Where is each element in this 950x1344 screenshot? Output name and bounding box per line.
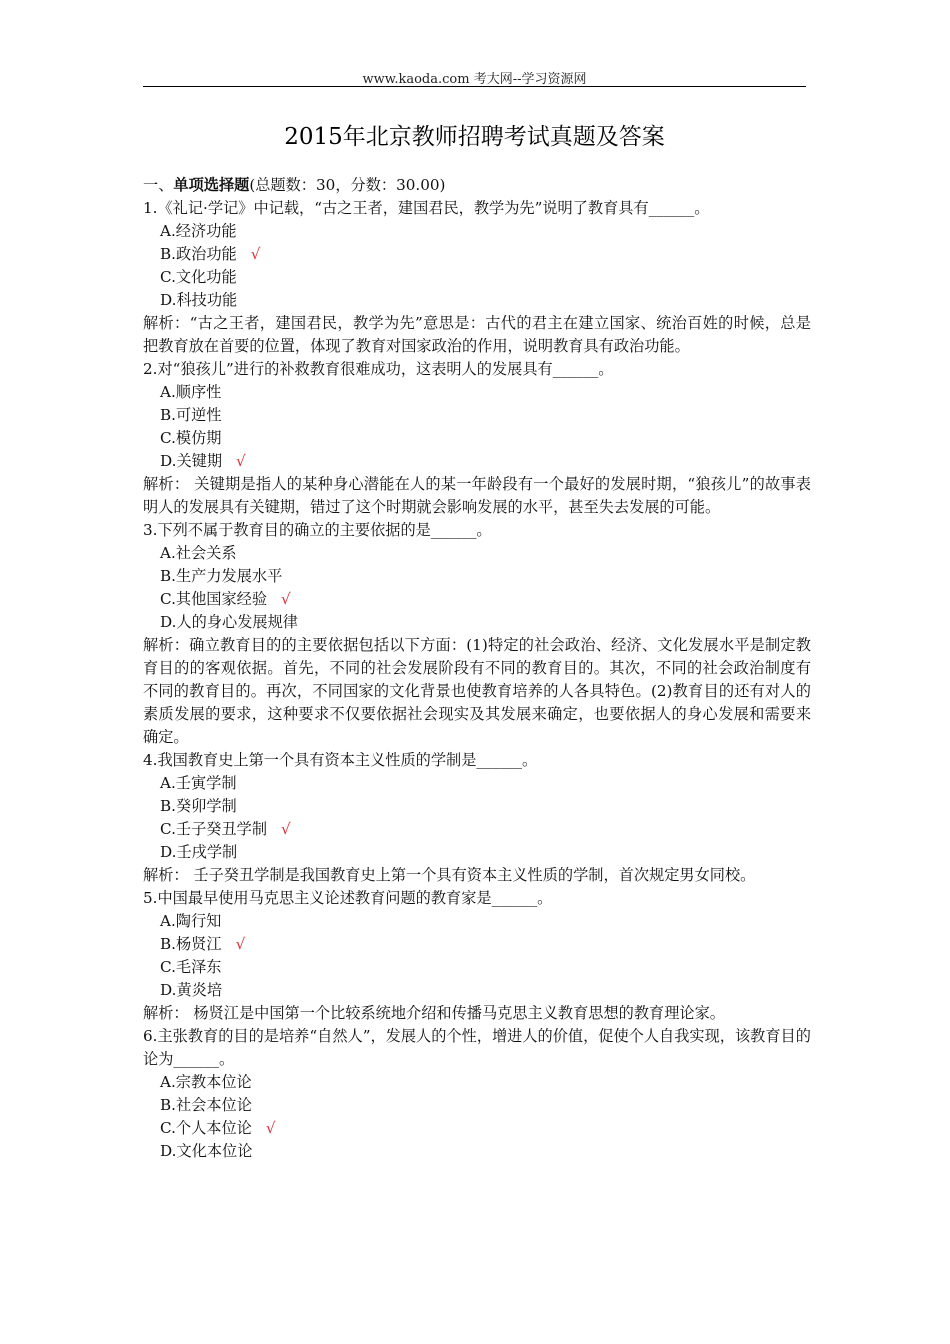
section-meta: (总题数：30，分数：30.00) — [249, 176, 446, 194]
question-text: 4.我国教育史上第一个具有资本主义性质的学制是______。 — [143, 751, 538, 769]
answer-option — [143, 1094, 811, 1117]
answer-option — [143, 818, 811, 841]
answer-option — [143, 933, 811, 956]
answer-option-label: C.个人本位论 — [160, 1119, 252, 1137]
answer-option — [143, 427, 811, 450]
answer-option — [143, 956, 811, 979]
question-text: 6.主张教育的目的是培养“自然人”，发展人的个性，增进人的价值，促使个人自我实现，该教育目的论为______。 — [143, 1027, 811, 1068]
correct-check-icon: √ — [250, 245, 261, 263]
question-text: 3.下列不属于教育目的确立的主要依据的是______。 — [143, 521, 492, 539]
answer-option — [143, 266, 811, 289]
question-item — [143, 887, 811, 1025]
answer-option-label: C.模仿期 — [160, 429, 222, 447]
header-divider — [143, 86, 806, 87]
answer-option-label: B.癸卯学制 — [160, 797, 237, 815]
answer-option-label: B.可逆性 — [160, 406, 222, 424]
section-name: 单项选择题 — [173, 176, 250, 194]
answer-option — [143, 220, 811, 243]
answer-option-label: A.经济功能 — [160, 222, 237, 240]
answer-option-label: B.生产力发展水平 — [160, 567, 283, 585]
answer-option-label: B.杨贤江 — [160, 935, 222, 953]
answer-option — [143, 588, 811, 611]
correct-check-icon: √ — [235, 935, 246, 953]
question-text: 1.《礼记·学记》中记载，“古之王者，建国君民，教学为先”说明了教育具有______。 — [143, 199, 710, 217]
question-item — [143, 519, 811, 749]
question-list — [143, 197, 811, 1163]
answer-option-label: A.陶行知 — [160, 912, 222, 930]
answer-option-label: B.社会本位论 — [160, 1096, 252, 1114]
answer-option — [143, 381, 811, 404]
question-item — [143, 197, 811, 358]
page-header: www.kaoda.com 考大网--学习资源网 — [362, 72, 587, 87]
question-item — [143, 1025, 811, 1163]
answer-option — [143, 450, 811, 473]
answer-analysis: 解析： 杨贤江是中国第一个比较系统地介绍和传播马克思主义教育思想的教育理论家。 — [143, 1004, 725, 1022]
correct-check-icon: √ — [281, 820, 291, 838]
answer-analysis: 解析： 关键期是指人的某种身心潜能在人的某一年龄段有一个最好的发展时期，“狼孩儿”的故事表明人的发展具有关键期，错过了这个时期就会影响发展的水平，甚至失去发展的可能。 — [143, 475, 811, 516]
correct-check-icon: √ — [281, 590, 291, 608]
answer-option-label: A.壬寅学制 — [160, 774, 237, 792]
answer-option-label: A.宗教本位论 — [160, 1073, 252, 1091]
answer-option-label: D.人的身心发展规律 — [160, 613, 298, 631]
answer-analysis: 解析： 壬子癸丑学制是我国教育史上第一个具有资本主义性质的学制，首次规定男女同校。 — [143, 866, 756, 884]
answer-option-label: C.其他国家经验 — [160, 590, 268, 608]
answer-option — [143, 1140, 811, 1163]
answer-option-label: D.黄炎培 — [160, 981, 223, 999]
answer-option-label: D.文化本位论 — [160, 1142, 253, 1160]
question-item — [143, 749, 811, 887]
answer-option-label: C.壬子癸丑学制 — [160, 820, 268, 838]
document-title: 2015年北京教师招聘考试真题及答案 — [284, 124, 665, 150]
section-heading — [143, 174, 811, 197]
answer-option — [143, 542, 811, 565]
answer-option — [143, 795, 811, 818]
answer-option — [143, 979, 811, 1002]
question-text: 2.对“狼孩儿”进行的补救教育很难成功，这表明人的发展具有______。 — [143, 360, 614, 378]
answer-option-label: D.科技功能 — [160, 291, 238, 309]
answer-option-label: A.顺序性 — [160, 383, 222, 401]
answer-option — [143, 243, 811, 266]
answer-option — [143, 611, 811, 634]
answer-option — [143, 910, 811, 933]
answer-option-label: C.文化功能 — [160, 268, 237, 286]
answer-option — [143, 772, 811, 795]
answer-option — [143, 1117, 811, 1140]
answer-option — [143, 841, 811, 864]
question-item — [143, 358, 811, 519]
document-body — [143, 174, 811, 1163]
question-text: 5.中国最早使用马克思主义论述教育问题的教育家是______。 — [143, 889, 553, 907]
answer-option-label: D.关键期 — [160, 452, 223, 470]
answer-option-label: D.壬戌学制 — [160, 843, 238, 861]
answer-option-label: C.毛泽东 — [160, 958, 222, 976]
answer-option-label: A.社会关系 — [160, 544, 237, 562]
correct-check-icon: √ — [265, 1119, 276, 1137]
answer-option-label: B.政治功能 — [160, 245, 237, 263]
answer-analysis: 解析：确立教育目的的主要依据包括以下方面：(1)特定的社会政治、经济、文化发展水平是制定教育目的的客观依据。首先，不同的社会发展阶段有不同的教育目的。其次，不同的社会政治制度有不同的教育目的。再次，不同国家的文化背景也使教育培养的人各具特色。(2)教育目的还有对人的素质发展的要求，这种要求不仅要依据社会现实及其发展来确定，也要依据人的身心发展和需要来确定。 — [143, 636, 811, 746]
answer-analysis: 解析：“古之王者，建国君民，教学为先”意思是：古代的君主在建立国家、统治百姓的时候，总是把教育放在首要的位置，体现了教育对国家政治的作用，说明教育具有政治功能。 — [143, 314, 811, 355]
answer-option — [143, 404, 811, 427]
answer-option — [143, 1071, 811, 1094]
answer-option — [143, 565, 811, 588]
answer-option — [143, 289, 811, 312]
section-prefix: 一、 — [143, 176, 174, 194]
correct-check-icon: √ — [236, 452, 246, 470]
